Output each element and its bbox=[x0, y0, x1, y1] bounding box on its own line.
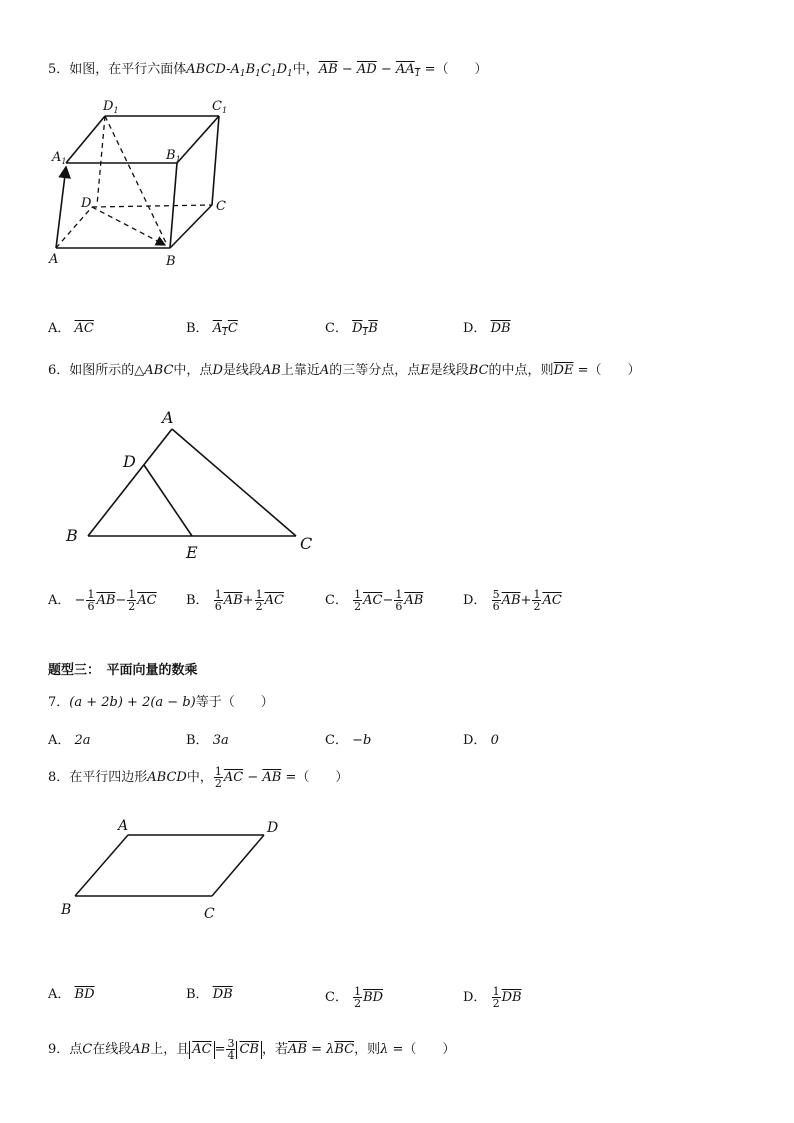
q5-option-b[interactable]: B． $A_1C$ bbox=[186, 321, 238, 338]
q5-stem: 5．如图，在平行六面体ABCD-$A_1B_1C_1D_1$中，$\overline{AB} - \overline{AD} - AA_1$ =（ ） bbox=[48, 62, 488, 79]
label-a: A bbox=[49, 252, 59, 267]
label-a: A bbox=[118, 818, 129, 834]
q7-expression: (a + 2b) + 2(a − b) bbox=[69, 695, 196, 710]
label-d: D bbox=[123, 452, 136, 471]
q8-option-b[interactable]: B． $\overline{DB}$ bbox=[186, 987, 233, 1002]
parallelogram-figure bbox=[55, 815, 295, 925]
q8-option-a[interactable]: A． $\overline{BD}$ bbox=[48, 987, 95, 1002]
label-d: D bbox=[81, 196, 92, 211]
q5-option-c[interactable]: C． $D_1B$ bbox=[325, 321, 378, 338]
q7-option-d[interactable]: D． 0 bbox=[463, 733, 499, 748]
q7-stem: 7．(a + 2b) + 2(a − b)等于（ ） bbox=[48, 695, 274, 710]
label-a: A bbox=[162, 408, 174, 427]
q8-option-d[interactable]: D． $\frac{1}{2}$ $\overline{DB}$ bbox=[463, 985, 522, 1010]
label-b: B bbox=[66, 526, 78, 545]
q6-option-a[interactable]: A． − $\frac{1}{6}$ $\overline{AB}-$ $\frac{1}{2}$ $\overline{AC}$ bbox=[48, 588, 157, 613]
triangle-figure bbox=[60, 405, 330, 565]
label-c: C bbox=[204, 906, 215, 922]
parallelepiped-figure bbox=[40, 95, 240, 275]
vector-aa1: $AA_1$ bbox=[395, 62, 421, 79]
q5-option-d[interactable]: D． $\overline{DB}$ bbox=[463, 321, 511, 336]
label-d1: $D_1$ bbox=[103, 99, 119, 115]
q7-option-a[interactable]: A． 2a bbox=[48, 733, 91, 748]
q8-stem: 8．在平行四边形ABCD中， $\frac{1}{2}$ $\overline{AC} - \overline{AB}$ =（ ） bbox=[48, 765, 349, 790]
q5-option-a[interactable]: A． $\overline{AC}$ bbox=[48, 321, 94, 336]
label-b: B bbox=[61, 902, 72, 918]
label-a1: $A_1$ bbox=[52, 150, 67, 166]
vector-ad: $\overline{AD}$ bbox=[356, 62, 377, 77]
q8-option-c[interactable]: C． $\frac{1}{2}$ $\overline{BD}$ bbox=[325, 985, 384, 1010]
label-c1: $C_1$ bbox=[212, 99, 228, 115]
q6-option-b[interactable]: B． $\frac{1}{6}$ $\overline{AB}+$ $\frac{1}{2}$ $\overline{AC}$ bbox=[186, 588, 284, 613]
label-c: C bbox=[300, 534, 313, 553]
label-c: C bbox=[216, 199, 226, 214]
label-b: B bbox=[166, 254, 176, 269]
q7-option-c[interactable]: C． −b bbox=[325, 733, 372, 748]
label-d: D bbox=[267, 820, 279, 836]
section-heading: 题型三： 平面向量的数乘 bbox=[48, 663, 198, 678]
vector-de: $\overline{DE}$ bbox=[553, 363, 574, 378]
q9-stem: 9．点C在线段AB上，且 $\overline{AC}$ = $\frac{3}{4}$ $\overline{CB}$ ，若$\overline{AB} = \lambda\overline{BC}$，则λ =（ ） bbox=[48, 1037, 456, 1062]
q6-option-d[interactable]: D． $\frac{5}{6}$ $\overline{AB}+$ $\frac{1}{2}$ $\overline{AC}$ bbox=[463, 588, 562, 613]
q7-option-b[interactable]: B． 3a bbox=[186, 733, 229, 748]
label-b1: $B_1$ bbox=[166, 148, 181, 164]
label-e: E bbox=[186, 543, 198, 562]
q6-option-c[interactable]: C． $\frac{1}{2}$ $\overline{AC}-$ $\frac{1}{6}$ $\overline{AB}$ bbox=[325, 588, 424, 613]
vector-ab: $\overline{AB}$ bbox=[318, 62, 338, 77]
q6-stem: 6．如图所示的△ABC中，点D是线段AB上靠近A的三等分点，点E是线段BC的中点，则$\overline{DE}$ =（ ） bbox=[48, 363, 641, 378]
